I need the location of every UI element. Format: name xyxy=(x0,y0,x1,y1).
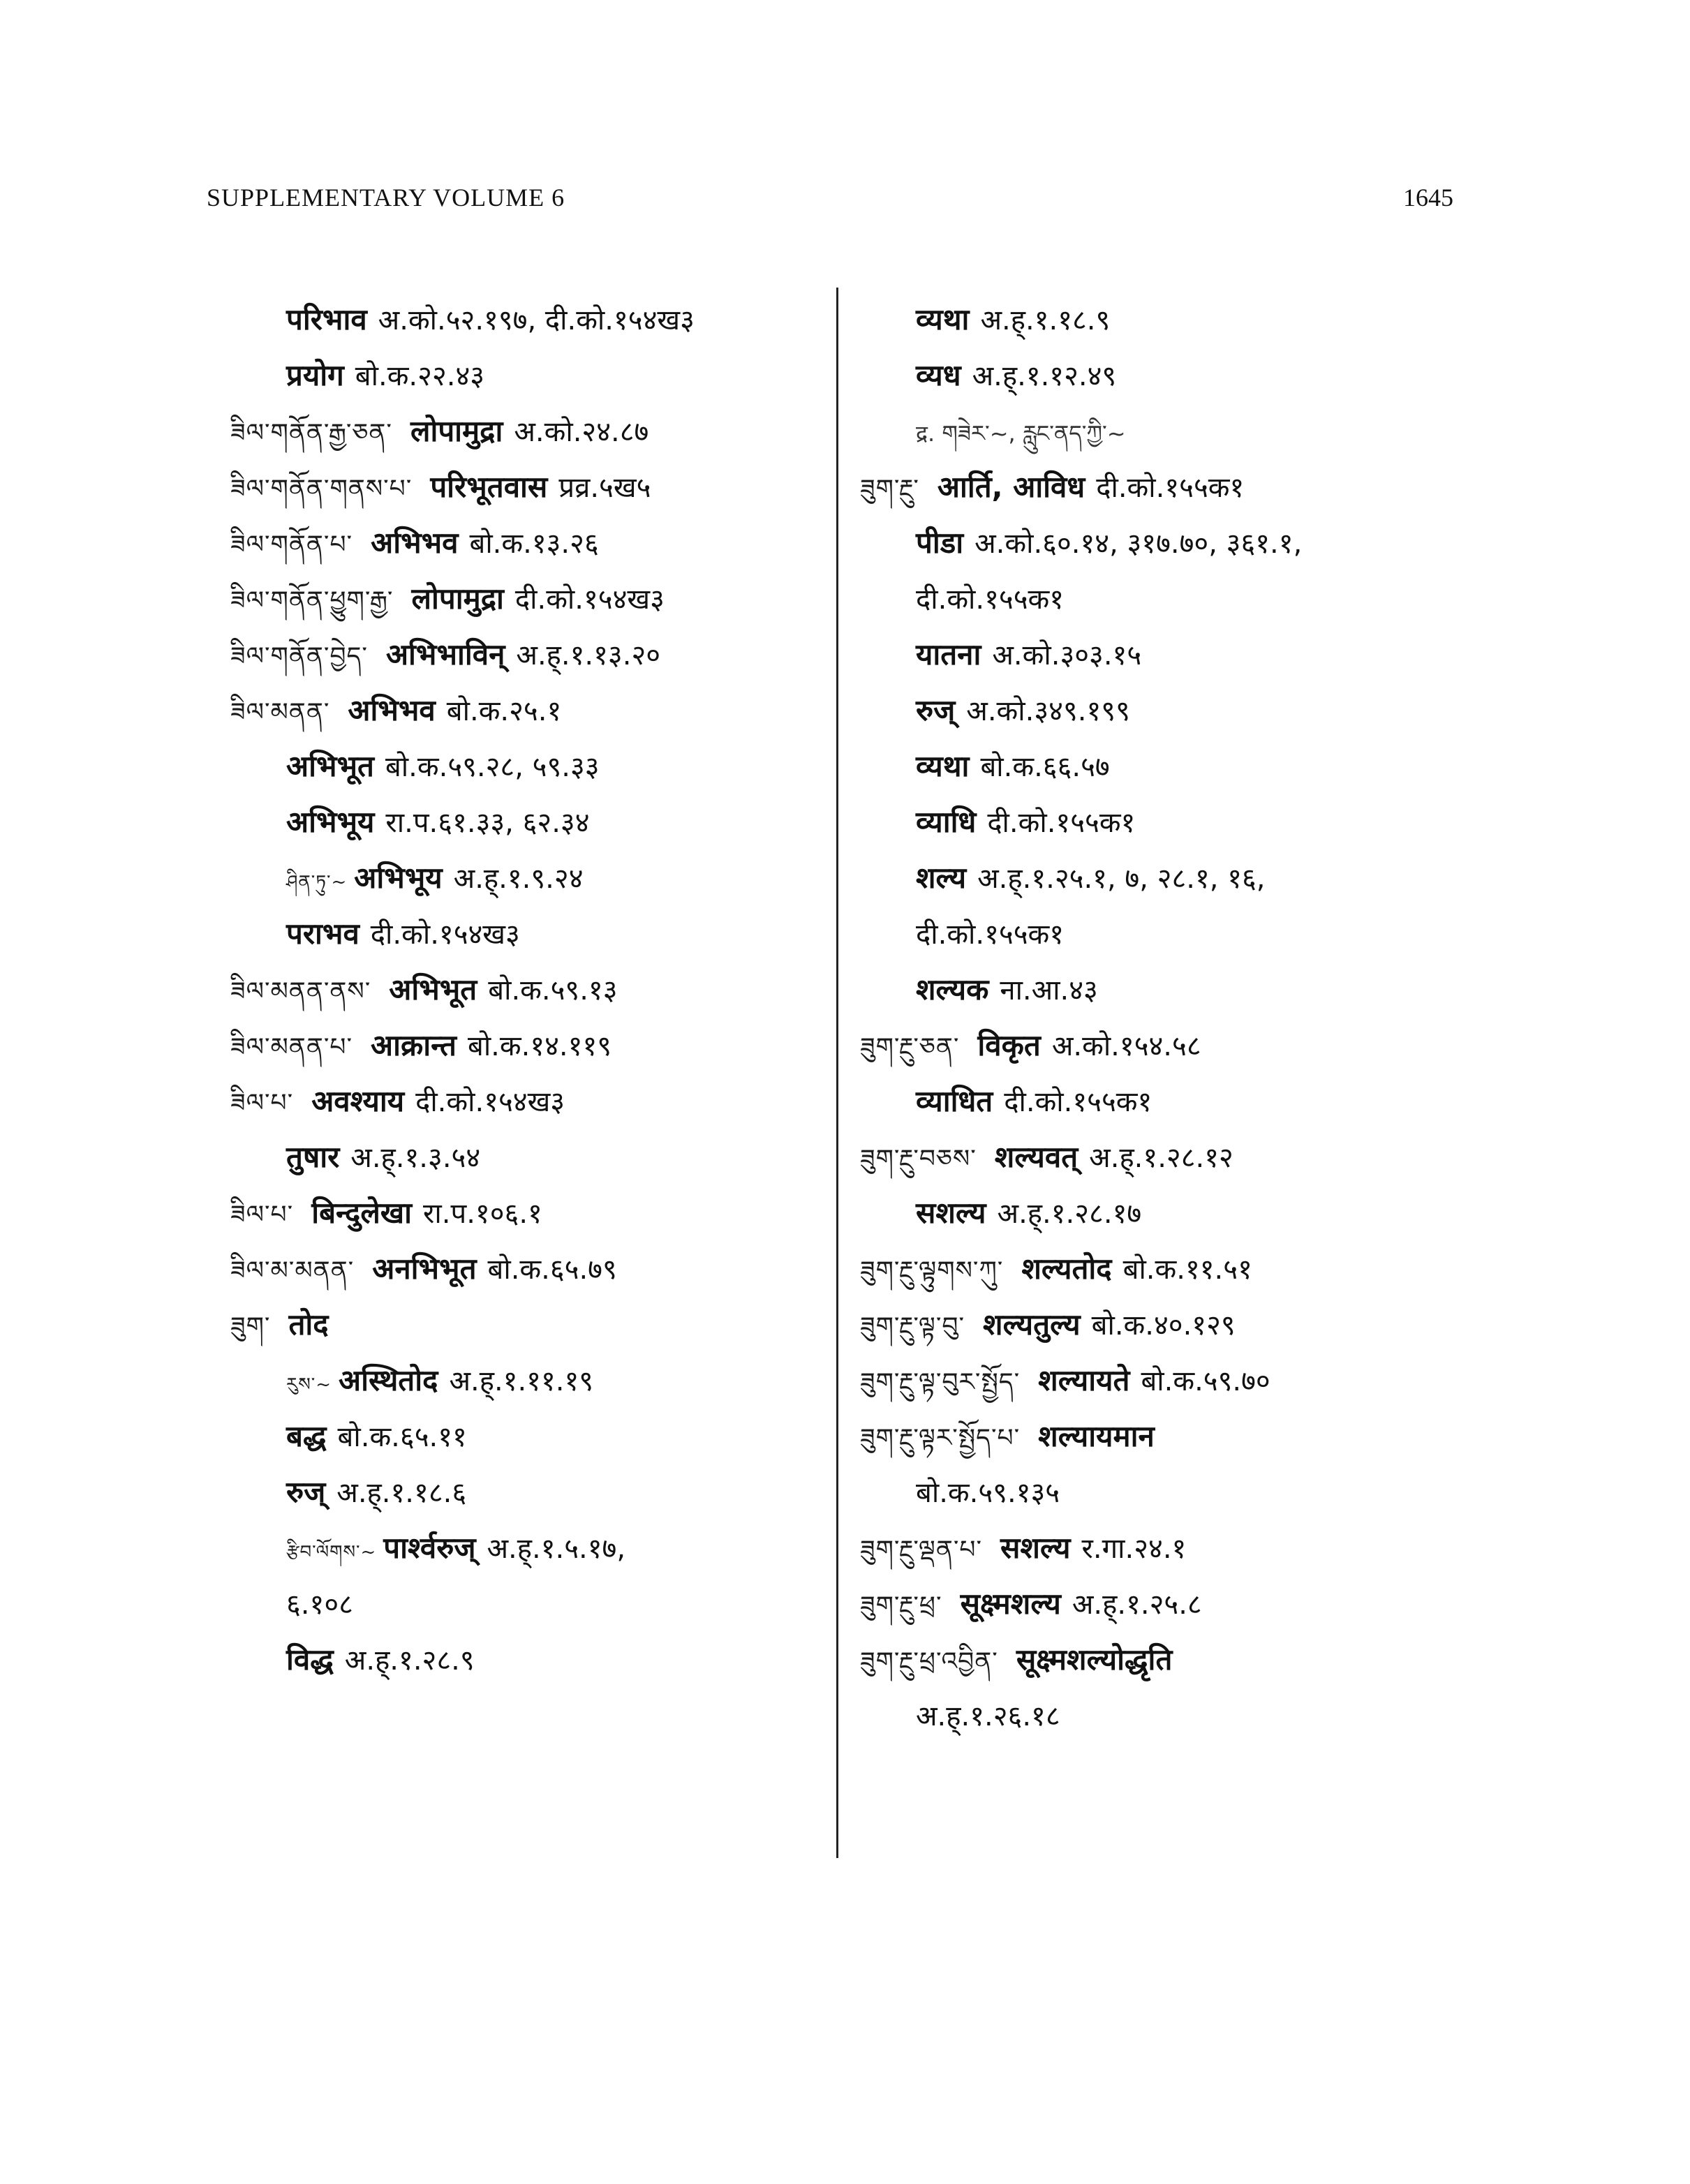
source-reference: अ.ह्.१.१८.९ xyxy=(980,304,1111,336)
dictionary-headword-entry xyxy=(230,1297,824,1353)
sanskrit-equivalent: व्यध xyxy=(916,358,961,392)
dictionary-subentry xyxy=(860,962,1474,1018)
source-reference: अ.ह्.१.११.१९ xyxy=(449,1365,594,1397)
dictionary-headword-entry xyxy=(230,962,824,1018)
sanskrit-equivalent: अनभिभूत xyxy=(372,1251,477,1286)
source-reference: दी.को.१५४ख३ xyxy=(370,919,520,951)
tibetan-term: ཤིན་ཏུ་~ xyxy=(286,872,348,893)
sanskrit-equivalent: शल्यतोद xyxy=(1021,1251,1112,1286)
tibetan-term: ཟིལ་པ་ xyxy=(230,1089,294,1117)
dictionary-subentry xyxy=(860,571,1474,627)
source-reference: बो.क.२२.४३ xyxy=(355,360,485,392)
sanskrit-equivalent: आर्ति, आविध xyxy=(937,470,1085,504)
dictionary-headword-entry xyxy=(860,1632,1474,1688)
sanskrit-equivalent: यातना xyxy=(916,637,981,671)
sanskrit-equivalent: व्याधित xyxy=(916,1084,993,1118)
sanskrit-equivalent: अभिभाविन् xyxy=(385,637,505,671)
dictionary-headword-entry xyxy=(230,515,824,571)
dictionary-subentry xyxy=(230,292,824,348)
tibetan-term: ཟུག་རྔུ་ཕྲ་ xyxy=(860,1591,942,1620)
dictionary-headword-entry xyxy=(860,1129,1474,1185)
source-reference: दी.को.१५४ख३ xyxy=(514,584,665,616)
sanskrit-equivalent: विकृत xyxy=(977,1028,1041,1062)
sanskrit-equivalent: तुषार xyxy=(286,1140,340,1174)
dictionary-subentry xyxy=(230,906,824,962)
source-reference: बो.क.५९.२८, ५९.३३ xyxy=(385,751,600,783)
tibetan-term: ཟུག་རྔུ་ལྟུགས་ཀུ་ xyxy=(860,1256,1004,1285)
tibetan-term: ཟིལ་མནན་ xyxy=(230,698,330,727)
source-reference: बो.क.११.५१ xyxy=(1122,1254,1252,1286)
dictionary-headword-entry xyxy=(230,403,824,459)
dictionary-subentry xyxy=(860,906,1474,962)
dictionary-headword-entry xyxy=(230,1185,824,1241)
dictionary-subentry xyxy=(860,1688,1474,1744)
dictionary-subentry xyxy=(860,348,1474,403)
sanskrit-equivalent: प्रयोग xyxy=(286,358,344,392)
source-reference: बो.क.६५.११ xyxy=(337,1421,467,1453)
dictionary-subentry xyxy=(230,1353,824,1409)
source-reference: अ.ह्.१.२८.१७ xyxy=(997,1198,1142,1230)
dictionary-subentry xyxy=(860,738,1474,794)
sanskrit-equivalent: तोद xyxy=(288,1307,329,1342)
source-reference: रा.प.१०६.१ xyxy=(423,1198,542,1230)
source-reference: बो.क.५९.७० xyxy=(1141,1365,1270,1397)
tibetan-term: ཟུག་རྔུ་ལྟ་བུ་ xyxy=(860,1312,965,1341)
sanskrit-equivalent: व्यथा xyxy=(916,749,970,783)
tibetan-term: རྩིབ་ལོགས་~ xyxy=(286,1542,377,1563)
dictionary-subentry xyxy=(230,1464,824,1520)
dictionary-headword-entry xyxy=(230,1241,824,1297)
dictionary-headword-entry xyxy=(230,1018,824,1074)
dictionary-headword-entry xyxy=(860,1576,1474,1632)
sanskrit-equivalent: पीडा xyxy=(916,526,964,560)
source-reference: अ.ह्.१.२५.१, ७, २८.१, १६, xyxy=(977,863,1266,895)
source-reference: र.गा.२४.१ xyxy=(1081,1533,1187,1565)
source-reference: अ.को.२४.८७ xyxy=(514,416,649,448)
sanskrit-equivalent: व्याधि xyxy=(916,805,977,839)
dictionary-headword-entry xyxy=(230,571,824,627)
sanskrit-equivalent: अभिभूय xyxy=(286,805,375,839)
source-reference: बो.क.१४.११९ xyxy=(467,1030,612,1062)
source-reference: अ.ह्.१.२८.१२ xyxy=(1089,1142,1233,1174)
sanskrit-equivalent: लोपामुद्रा xyxy=(411,581,504,616)
source-reference: अ.ह्.१.१३.२० xyxy=(516,639,661,671)
source-reference: अ.को.३४९.१९९ xyxy=(966,695,1130,727)
source-reference: अ.को.५२.१९७, दी.को.१५४ख३ xyxy=(378,304,695,336)
tibetan-term: ཟུག་རྔུ་ལྟར་སྤྱོད་པ་ xyxy=(860,1424,1021,1453)
sanskrit-equivalent: परिभाव xyxy=(286,302,367,336)
source-reference: दी.को.१५५क१ xyxy=(916,919,1065,951)
dictionary-headword-entry xyxy=(230,627,824,683)
source-reference: दी.को.१५५क१ xyxy=(1004,1086,1152,1118)
sanskrit-equivalent: अभिभूत xyxy=(286,749,374,783)
sanskrit-equivalent: लोपामुद्रा xyxy=(410,414,503,448)
dictionary-subentry xyxy=(860,627,1474,683)
source-reference: रा.प.६१.३३, ६२.३४ xyxy=(385,807,590,839)
sanskrit-equivalent: परिभूतवास xyxy=(430,470,548,504)
sanskrit-equivalent: शल्यक xyxy=(916,972,989,1006)
dictionary-headword-entry xyxy=(860,459,1474,515)
sanskrit-equivalent: शल्य xyxy=(916,861,967,895)
sanskrit-equivalent: बद्ध xyxy=(286,1419,327,1453)
tibetan-term: ཟིལ་གནོན་གནས་པ་ xyxy=(230,475,413,503)
sanskrit-equivalent: अभिभूय xyxy=(354,861,443,895)
sanskrit-equivalent: सूक्ष्मशल्य xyxy=(960,1587,1061,1621)
sanskrit-equivalent: विद्ध xyxy=(286,1642,334,1677)
source-reference: बो.क.२५.१ xyxy=(446,695,562,727)
tibetan-term: ཟིལ་མ་མནན་ xyxy=(230,1256,355,1285)
tibetan-term: ཟུག་རྔུ་ཅན་ xyxy=(860,1033,960,1062)
source-reference: अ.ह्.१.१८.६ xyxy=(336,1477,467,1509)
tibetan-term: ཟུག་རྔུ་ཕྲ་འབྱིན་ xyxy=(860,1647,998,1676)
dictionary-headword-entry xyxy=(230,683,824,738)
tibetan-term: ཟུག་རྔུ་ལྡན་པ་ xyxy=(860,1536,983,1564)
sanskrit-equivalent: अभिभव xyxy=(371,526,459,560)
tibetan-term: ཟུག་རྔུ་བཅས་ xyxy=(860,1145,977,1173)
dictionary-subentry xyxy=(230,850,824,906)
source-reference: बो.क.१३.२६ xyxy=(469,528,599,560)
source-reference: बो.क.६५.७९ xyxy=(487,1254,617,1286)
dictionary-subentry xyxy=(860,794,1474,850)
right-column xyxy=(860,292,1474,1744)
source-reference: दी.को.१५५क१ xyxy=(987,807,1136,839)
dictionary-headword-entry xyxy=(860,1018,1474,1074)
source-reference: ६.१०८ xyxy=(286,1589,353,1621)
sanskrit-equivalent: बिन्दुलेखा xyxy=(311,1196,413,1230)
sanskrit-equivalent: सशल्य xyxy=(1000,1531,1071,1565)
sanskrit-equivalent: पराभव xyxy=(286,916,360,951)
dictionary-subentry xyxy=(860,1074,1474,1129)
source-reference: बो.क.५९.१३ xyxy=(488,974,618,1006)
sanskrit-equivalent: आक्रान्त xyxy=(371,1028,457,1062)
dictionary-subentry xyxy=(230,1576,824,1632)
tibetan-term: ཟིལ་གནོན་པ་ xyxy=(230,530,353,559)
sanskrit-equivalent: पार्श्वरुज् xyxy=(383,1531,476,1565)
dictionary-subentry xyxy=(230,738,824,794)
tibetan-term: རུས་~ xyxy=(286,1374,332,1395)
dictionary-headword-entry xyxy=(860,1353,1474,1409)
source-reference: अ.को.१५४.५८ xyxy=(1051,1030,1201,1062)
sanskrit-equivalent: सशल्य xyxy=(916,1196,986,1230)
sanskrit-equivalent: अभिभूत xyxy=(389,972,477,1006)
dictionary-headword-entry xyxy=(230,459,824,515)
running-header: SUPPLEMENTARY VOLUME 6 xyxy=(207,184,565,211)
dictionary-subentry xyxy=(230,794,824,850)
sanskrit-equivalent: अवश्याय xyxy=(311,1084,405,1118)
dictionary-headword-entry xyxy=(230,1074,824,1129)
tibetan-term: ཟིལ་མནན་ནས་ xyxy=(230,977,371,1006)
dictionary-headword-entry xyxy=(860,1241,1474,1297)
source-reference: अ.ह्.१.२५.८ xyxy=(1072,1589,1202,1621)
sanskrit-equivalent: सूक्ष्मशल्योद्धृति xyxy=(1016,1642,1173,1677)
dictionary-headword-entry xyxy=(860,1520,1474,1576)
dictionary-subentry xyxy=(230,1632,824,1688)
sanskrit-equivalent: अभिभव xyxy=(348,693,436,727)
tibetan-term: ཟིལ་གནོན་ཕྱུག་རྒྱ་ xyxy=(230,586,394,615)
source-reference: बो.क.५९.१३५ xyxy=(916,1477,1060,1509)
dictionary-subentry xyxy=(860,683,1474,738)
source-reference: ना.आ.४३ xyxy=(1000,974,1098,1006)
sanskrit-equivalent: अस्थितोद xyxy=(339,1363,438,1397)
cross-reference-note: द्र. གཟེར་~, རླུང་ནད་ཀྱི་~ xyxy=(916,420,1126,447)
source-reference: अ.ह्.१.३.५४ xyxy=(350,1142,481,1174)
dictionary-subentry xyxy=(860,850,1474,906)
source-reference: दी.को.१५५क१ xyxy=(916,584,1065,616)
source-reference: प्रव्र.५ख५ xyxy=(558,472,651,504)
sanskrit-equivalent: रुज् xyxy=(916,693,956,727)
dictionary-subentry xyxy=(860,515,1474,571)
sanskrit-equivalent: शल्यवत् xyxy=(994,1140,1079,1174)
dictionary-subentry xyxy=(230,348,824,403)
source-reference: अ.ह्.१.९.२४ xyxy=(453,863,584,895)
tibetan-term: ཟིལ་པ་ xyxy=(230,1201,294,1229)
dictionary-subentry xyxy=(860,1464,1474,1520)
source-reference: अ.ह्.१.५.१७, xyxy=(487,1533,626,1565)
tibetan-term: ཟུག་རྔུ་ལྟ་བུར་སྤྱོད་ xyxy=(860,1368,1021,1397)
dictionary-subentry xyxy=(860,292,1474,348)
sanskrit-equivalent: रुज् xyxy=(286,1475,326,1509)
sanskrit-equivalent: व्यथा xyxy=(916,302,970,336)
left-column xyxy=(230,292,824,1688)
dictionary-subentry xyxy=(230,1520,824,1576)
dictionary-subentry xyxy=(230,1129,824,1185)
tibetan-term: ཟུག་རྔུ་ xyxy=(860,475,919,503)
tibetan-term: ཟིལ་གནོན་བྱེད་ xyxy=(230,642,368,671)
dictionary-headword-entry xyxy=(860,1409,1474,1464)
dictionary-subentry xyxy=(860,403,1474,459)
source-reference: दी.को.१५४ख३ xyxy=(415,1086,565,1118)
source-reference: अ.ह्.१.२६.१८ xyxy=(916,1700,1060,1732)
dictionary-headword-entry xyxy=(860,1297,1474,1353)
page-number: 1645 xyxy=(1403,184,1453,211)
source-reference: बो.क.४०.१२९ xyxy=(1091,1309,1236,1342)
source-reference: अ.को.६०.१४, ३१७.७०, ३६१.१, xyxy=(974,528,1303,560)
source-reference: अ.ह्.१.२८.९ xyxy=(344,1644,475,1677)
tibetan-term: ཟུག་ xyxy=(230,1312,271,1341)
dictionary-subentry xyxy=(230,1409,824,1464)
source-reference: अ.ह्.१.१२.४९ xyxy=(972,360,1117,392)
sanskrit-equivalent: शल्यायते xyxy=(1038,1363,1130,1397)
sanskrit-equivalent: शल्यतुल्य xyxy=(983,1307,1081,1342)
tibetan-term: ཟིལ་གནོན་རྒྱ་ཅན་ xyxy=(230,419,392,447)
column-divider xyxy=(836,288,838,1858)
source-reference: अ.को.३०३.१५ xyxy=(992,639,1142,671)
tibetan-term: ཟིལ་མནན་པ་ xyxy=(230,1033,353,1062)
sanskrit-equivalent: शल्यायमान xyxy=(1038,1419,1155,1453)
source-reference: बो.क.६६.५७ xyxy=(980,751,1110,783)
source-reference: दी.को.१५५क१ xyxy=(1096,472,1245,504)
dictionary-subentry xyxy=(860,1185,1474,1241)
